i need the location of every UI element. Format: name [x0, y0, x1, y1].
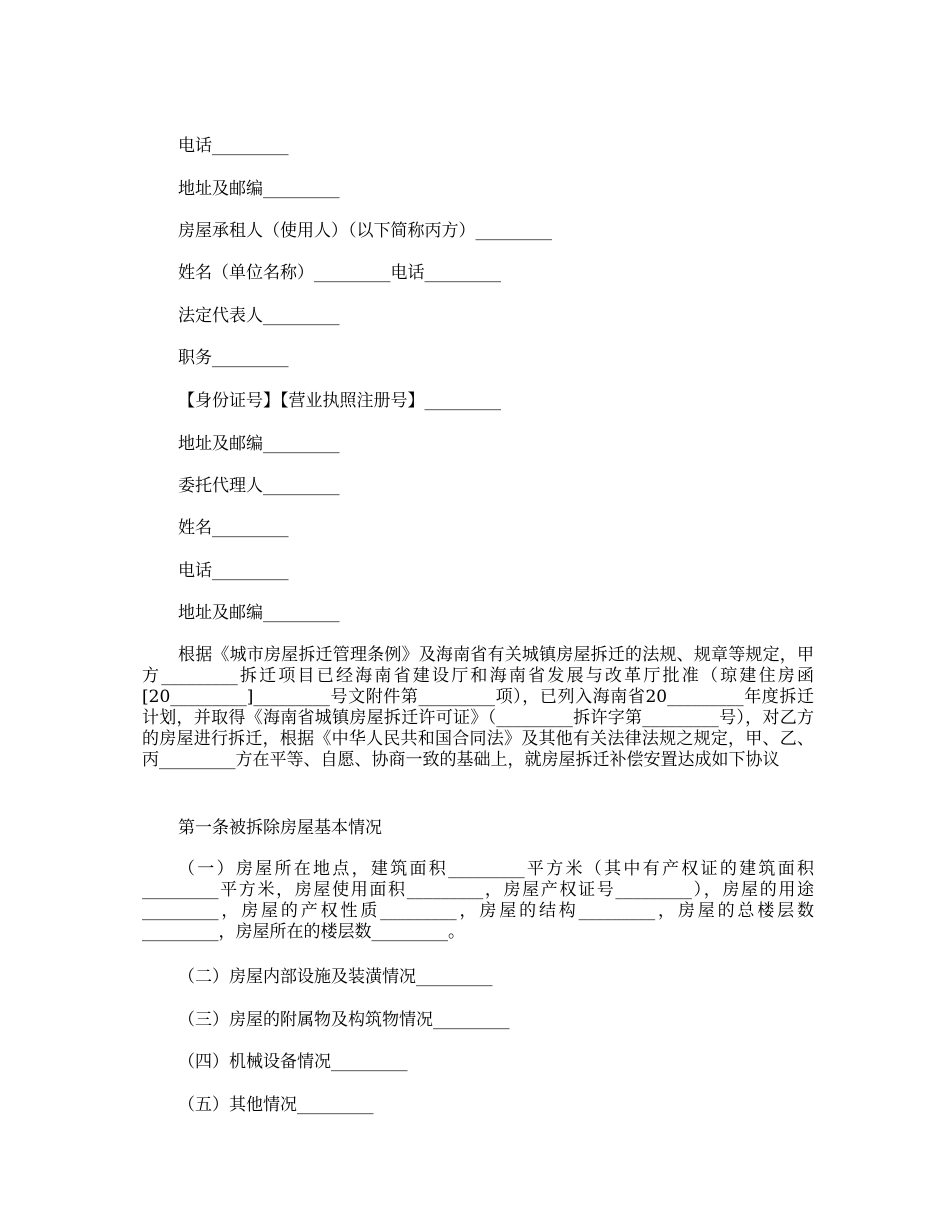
- article-1-item-5: （五）其他情况_________: [178, 1095, 374, 1115]
- party-line-tenant: 房屋承租人（使用人）（以下简称丙方）_________: [178, 221, 552, 241]
- party-line-legal-rep: 法定代表人_________: [178, 306, 340, 326]
- party-line-agent: 委托代理人_________: [178, 476, 340, 496]
- party-line-position: 职务_________: [178, 348, 289, 368]
- article-1-title: 第一条被拆除房屋基本情况: [178, 818, 382, 838]
- party-line-phone-1: 电话_________: [178, 136, 289, 156]
- party-line-address-1: 地址及邮编_________: [178, 179, 340, 199]
- party-line-id-number: 【身份证号】【营业执照注册号】_________: [178, 391, 501, 411]
- party-line-name: 姓名_________: [178, 518, 289, 538]
- party-line-address-3: 地址及邮编_________: [178, 603, 340, 623]
- preamble-paragraph: 根据《城市房屋拆迁管理条例》及海南省有关城镇房屋拆迁的法规、规章等规定，甲方_________拆迁项目已经海南省建设厅和海南省发展与改革厅批准（琼建住房函[20_________]_________号文附件第_________项），已列入海南省20_________年度拆迁计划，并取得《海南省城镇房屋拆迁许可证》（_________拆许字第_________号），对乙方的房屋进行拆迁，根据《中华人民共和国合同法》及其他有关法律法规之规定，甲、乙、丙_________方在平等、自愿、协商一致的基础上，就房屋拆迁补偿安置达成如下协议: [142, 645, 814, 770]
- article-1-item-1: （一）房屋所在地点，建筑面积_________平方米（其中有产权证的建筑面积_________平方米，房屋使用面积_________，房屋产权证号_________），房屋的用途_________，房屋的产权性质_________，房屋的结构_________，房屋的总楼层数_________，房屋所在的楼层数_________。: [142, 859, 814, 942]
- article-1-item-2: （二）房屋内部设施及装潢情况_________: [178, 967, 493, 987]
- party-line-address-2: 地址及邮编_________: [178, 434, 340, 454]
- party-line-phone-2: 电话_________: [178, 561, 289, 581]
- article-1-item-4: （四）机械设备情况_________: [178, 1052, 408, 1072]
- article-1-item-3: （三）房屋的附属物及构筑物情况_________: [178, 1010, 510, 1030]
- party-line-name-phone: 姓名（单位名称）_________电话_________: [178, 263, 501, 283]
